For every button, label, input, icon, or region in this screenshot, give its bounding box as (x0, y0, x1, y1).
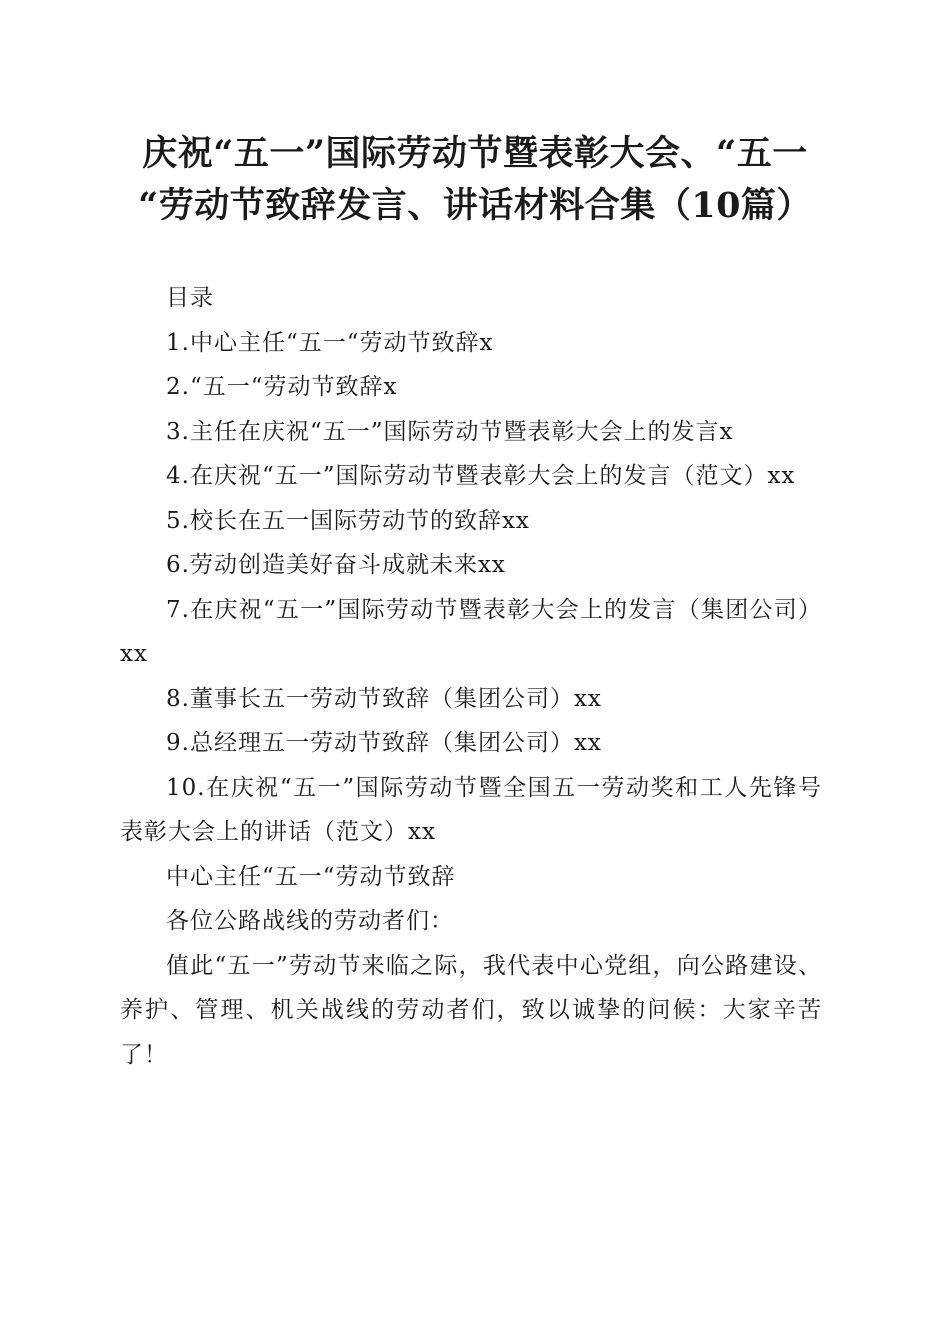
toc-item-4: 4.在庆祝“五一”国际劳动节暨表彰大会上的发言（范文）xx (166, 463, 796, 489)
toc-heading: 目录 (166, 285, 214, 311)
salutation: 各位公路战线的劳动者们： (166, 908, 454, 934)
toc-item-2: 2.“五一“劳动节致辞x (166, 374, 398, 400)
section-title: 中心主任“五一“劳动节致辞 (166, 863, 456, 890)
toc-item-8: 8.董事长五一劳动节致辞（集团公司）xx (166, 685, 602, 712)
toc-item-7: 7.在庆祝“五一”国际劳动节暨表彰大会上的发言（集团公司）xx (120, 596, 822, 667)
toc-item-5: 5.校长在五一国际劳动节的致辞xx (166, 507, 530, 534)
title-line-2: “劳动节致辞发言、讲话材料合集（10篇） (138, 185, 812, 226)
toc-item-6: 6.劳动创造美好奋斗成就未来xx (166, 552, 506, 578)
document-body (120, 276, 822, 1077)
toc-item-9: 9.总经理五一劳动节致辞（集团公司）xx (166, 730, 602, 756)
toc-item-3: 3.主任在庆祝“五一”国际劳动节暨表彰大会上的发言x (166, 418, 734, 445)
toc-item-10: 10.在庆祝“五一”国际劳动节暨全国五一劳动奖和工人先锋号表彰大会上的讲话（范文）xx (120, 774, 822, 845)
title-line-1: 庆祝“五一”国际劳动节暨表彰大会、“五一 (142, 133, 808, 174)
document-title (110, 128, 840, 232)
toc-item-1: 1.中心主任“五一“劳动节致辞x (166, 329, 494, 356)
paragraph: 值此“五一”劳动节来临之际，我代表中心党组，向公路建设、养护、管理、机关战线的劳动者们，致以诚挚的问候：大家辛苦了！ (120, 952, 822, 1068)
